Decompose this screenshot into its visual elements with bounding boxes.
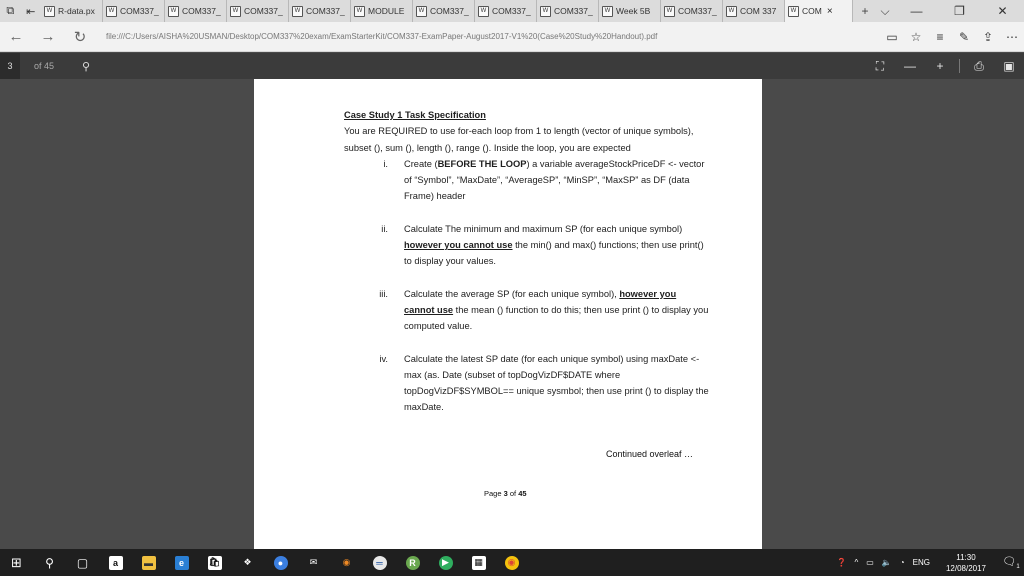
more-icon[interactable]: ⋯	[1006, 29, 1018, 44]
address-bar	[0, 22, 1024, 52]
help-icon[interactable]: ❓	[836, 558, 847, 567]
tab-label: COM 337	[740, 6, 777, 16]
pdf-viewer[interactable]	[0, 79, 1024, 549]
list-item	[344, 286, 709, 335]
system-tray	[833, 552, 1024, 574]
word-icon: W	[168, 6, 179, 17]
clock[interactable]	[934, 552, 998, 574]
set-aside-tabs-icon[interactable]: ⇤	[26, 5, 36, 18]
search-icon[interactable]: ⚲	[45, 555, 54, 570]
item-text: Create (BEFORE THE LOOP) a variable averageStockPriceDF <- vector of “Symbol”, “MaxDate”, “AverageSP”, “MinSP”, “MaxSP” as DF (data Frame) header	[404, 158, 705, 202]
start-button[interactable]: ⊞	[11, 554, 22, 570]
page-footer: Page 3 of 45	[484, 489, 527, 498]
date: 12/08/2017	[945, 563, 986, 573]
tab-label: COM337_	[182, 6, 221, 16]
tab[interactable]	[227, 0, 289, 22]
word-icon: W	[292, 6, 303, 17]
page-content	[344, 107, 709, 416]
url-field[interactable]: file:///C:/Users/AISHA%20USMAN/Desktop/COM337%20exam/ExamStarterKit/COM337-ExamPaper-August2017-V1%20(Case%20Study%20Handout).pdf	[106, 32, 658, 41]
tab[interactable]	[41, 0, 103, 22]
list-item	[344, 351, 709, 416]
favorite-star-icon[interactable]: ☆	[910, 29, 922, 44]
tab-label: COM337_	[554, 6, 593, 16]
close-tab-icon[interactable]: ×	[826, 5, 833, 17]
minimize-icon[interactable]: —	[910, 4, 923, 18]
tab-dropdown-icon[interactable]: ⌵	[880, 3, 890, 18]
hub-icon[interactable]: ≡	[936, 29, 944, 44]
tab[interactable]	[475, 0, 537, 22]
item-text: Calculate the average SP (for each unique symbol), however you cannot use the mean () function to do this; then use print () to display you computed value.	[404, 288, 709, 332]
wifi-icon[interactable]: ◔	[899, 558, 905, 567]
action-center-icon[interactable]: $🗨_1$	[1002, 555, 1020, 571]
page-total: of 45	[34, 61, 55, 71]
web-note-icon[interactable]: ✎	[958, 29, 970, 44]
tab-label: COM337_	[678, 6, 717, 16]
mail-icon[interactable]: ✉	[309, 557, 318, 567]
tab-label: COM337_	[120, 6, 159, 16]
word-icon: W	[416, 6, 427, 17]
tab-active[interactable]	[785, 0, 853, 22]
search-icon[interactable]: ⚲	[82, 60, 91, 73]
tab-label: Week 5B	[616, 6, 651, 16]
word-icon: W	[44, 6, 55, 17]
tab[interactable]	[413, 0, 475, 22]
word-icon: W	[478, 6, 489, 17]
continued-note: Continued overleaf …	[606, 449, 694, 459]
share-icon[interactable]: ⇪	[982, 29, 994, 44]
tab-label: R-data.px	[58, 6, 95, 16]
tab-label: COM337_	[492, 6, 531, 16]
list-item	[344, 156, 709, 205]
tab-list	[41, 0, 853, 22]
windows-taskbar	[0, 549, 1024, 576]
page-number-input[interactable]: 3	[0, 53, 20, 79]
word-icon: W	[788, 6, 799, 17]
toolbar-divider	[959, 59, 960, 73]
tab-label: COM337_	[430, 6, 469, 16]
tab-label: COM	[802, 6, 822, 16]
network-icon[interactable]: ▭	[866, 558, 874, 567]
reading-view-icon[interactable]: ▭	[886, 29, 898, 44]
tab[interactable]	[723, 0, 785, 22]
app-icon[interactable]: ▦	[462, 549, 495, 576]
tab[interactable]	[537, 0, 599, 22]
word-icon: W	[726, 6, 737, 17]
item-text: Calculate The minimum and maximum SP (for each unique symbol) however you cannot use the min() and max() functions; then use print() to display your values.	[404, 223, 704, 267]
word-icon: W	[354, 6, 365, 17]
item-text: Calculate the latest SP date (for each unique symbol) using maxDate <- max (as. Date (subset of topDogVizDF$DATE where topDogVizDF$SYMBOL== unique sysmbol; then use print () to display the maxDate.	[404, 353, 709, 413]
tab-label: COM337_	[306, 6, 345, 16]
item-number: i.	[383, 158, 388, 169]
pdf-page	[254, 79, 762, 549]
tab[interactable]	[165, 0, 227, 22]
tab-strip	[0, 0, 1024, 22]
task-view-icon[interactable]: ▢	[76, 555, 89, 570]
file-explorer-icon[interactable]: ▬	[132, 549, 165, 576]
store-icon[interactable]: 🛍	[198, 549, 231, 576]
rstudio-icon[interactable]: R	[396, 549, 429, 576]
tab-label: COM337_	[244, 6, 283, 16]
tab-preview-icon[interactable]: ⧉	[6, 4, 15, 17]
notification-count: 1	[1016, 564, 1020, 571]
blender-icon[interactable]: ◉	[342, 557, 351, 567]
zoom-in-icon[interactable]: +	[936, 59, 944, 73]
chrome-icon[interactable]: ◉	[495, 549, 528, 576]
app-icon[interactable]: ●	[264, 549, 297, 576]
app-icon[interactable]: ═	[363, 549, 396, 576]
tab[interactable]	[103, 0, 165, 22]
word-icon: W	[106, 6, 117, 17]
save-icon[interactable]: ▣	[1003, 59, 1015, 73]
item-number: iii.	[379, 288, 388, 299]
fit-page-icon[interactable]: ⛶	[875, 58, 885, 73]
dropbox-icon[interactable]: ❖	[243, 557, 252, 567]
close-window-icon[interactable]: ✕	[997, 4, 1008, 18]
tab[interactable]	[661, 0, 723, 22]
tray-expand-icon[interactable]: ^	[854, 558, 859, 567]
language-indicator[interactable]: ENG	[912, 558, 930, 567]
pdf-toolbar	[0, 53, 1024, 79]
word-icon: W	[230, 6, 241, 17]
forward-icon[interactable]: →	[40, 28, 56, 45]
word-icon: W	[664, 6, 675, 17]
section-heading: Case Study 1 Task Specification	[344, 110, 486, 120]
word-icon: W	[602, 6, 613, 17]
item-number: iv.	[379, 353, 388, 364]
word-icon: W	[540, 6, 551, 17]
print-icon[interactable]: ⎙	[974, 58, 984, 73]
time: 11:30	[956, 552, 976, 562]
zoom-out-icon[interactable]: —	[904, 59, 916, 73]
app-icon[interactable]: ▶	[429, 549, 462, 576]
tab[interactable]	[351, 0, 413, 22]
item-number: ii.	[381, 223, 388, 234]
intro-paragraph: You are REQUIRED to use for-each loop from 1 to length (vector of unique symbols), subset (), sum (), length (), range (). Inside the loop, you are expected	[344, 126, 694, 153]
back-icon[interactable]: ←	[8, 28, 24, 45]
volume-icon[interactable]: 🔈	[881, 558, 892, 567]
tab-label: MODULE	[368, 6, 405, 16]
list-item	[344, 221, 709, 270]
edge-icon[interactable]: e	[165, 549, 198, 576]
restore-icon[interactable]: ❐	[954, 4, 965, 18]
amazon-icon[interactable]: a	[99, 549, 132, 576]
tab[interactable]	[599, 0, 661, 22]
new-tab-button[interactable]: +	[861, 4, 869, 18]
tab[interactable]	[289, 0, 351, 22]
refresh-icon[interactable]: ↻	[73, 28, 87, 46]
